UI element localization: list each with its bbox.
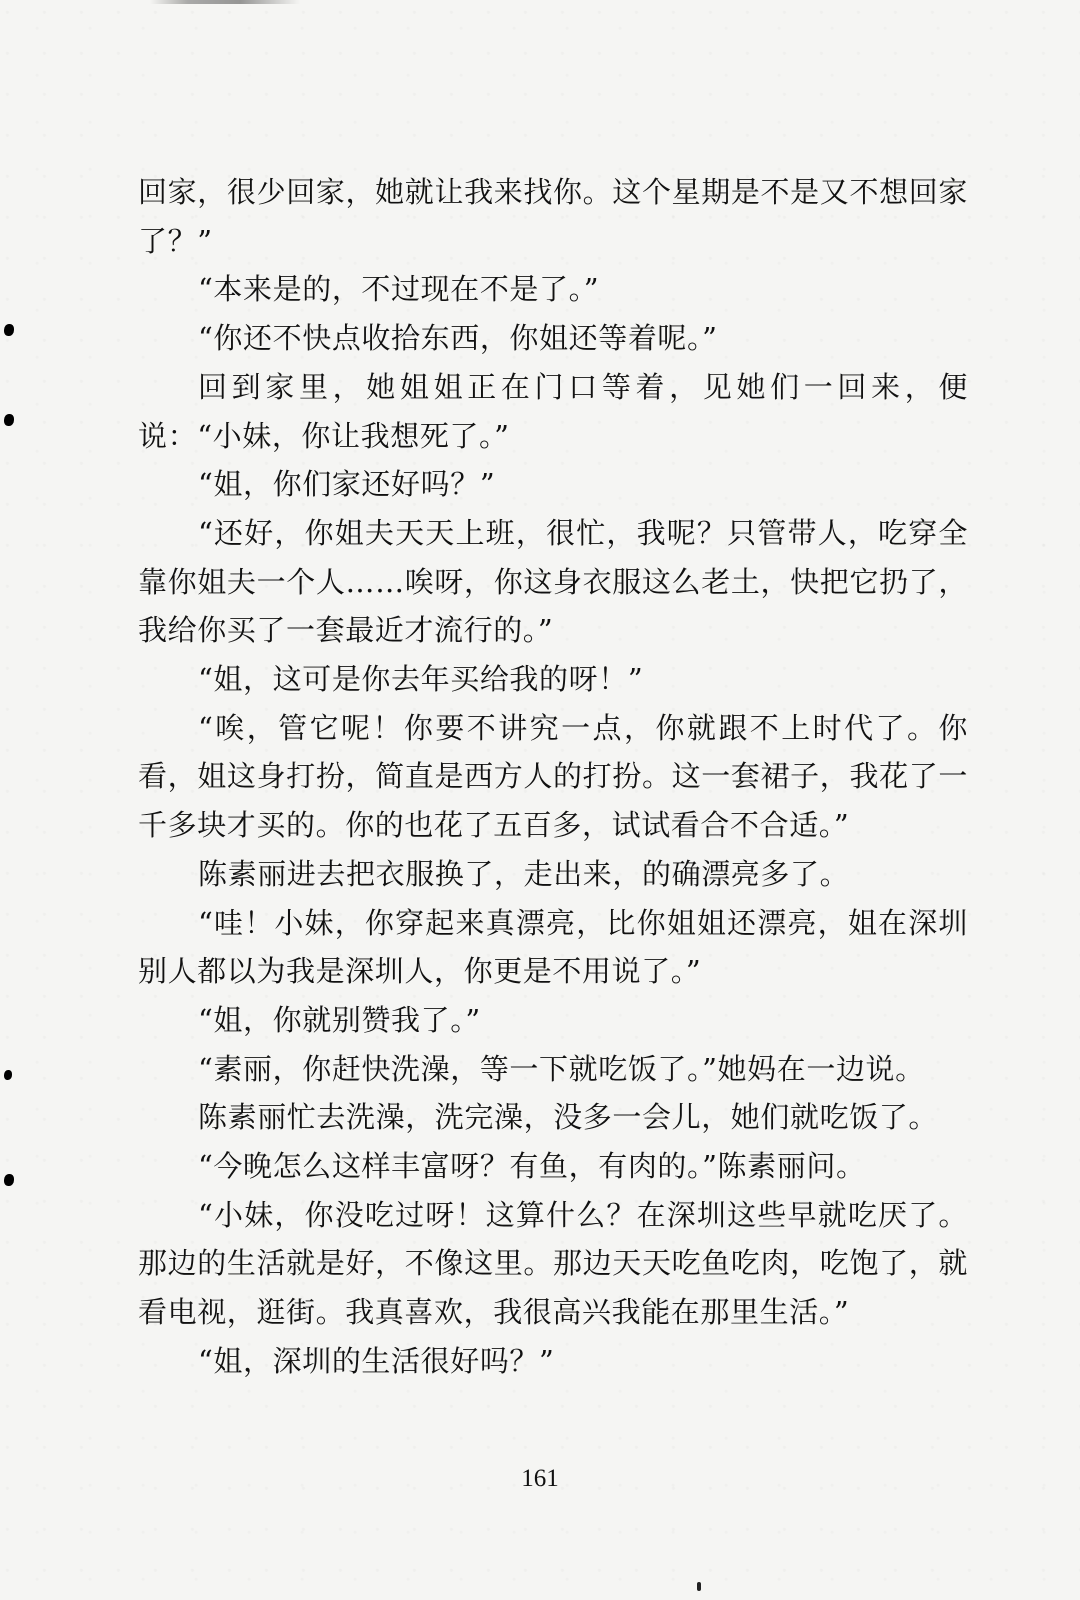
scan-mark	[4, 1070, 12, 1080]
scan-mark	[4, 324, 14, 336]
paragraph: 陈素丽进去把衣服换了，走出来，的确漂亮多了。	[198, 856, 850, 891]
paragraph: “今晚怎么这样丰富呀？有鱼，有肉的。”陈素丽问。	[198, 1149, 866, 1184]
scan-mark	[4, 414, 14, 426]
scan-mark	[4, 1174, 14, 1186]
paragraph: “姐，这可是你去年买给我的呀！”	[198, 662, 644, 697]
paragraph: “姐，深圳的生活很好吗？”	[198, 1343, 555, 1378]
paragraph: “本来是的，不过现在不是了。”	[198, 272, 600, 307]
paragraph: “还好，你姐夫天天上班，很忙，我呢？只管带人，吃穿全靠你姐夫一个人……唉呀，你这身衣服这么老土，快把它扔了，我给你买了一套最近才流行的。”	[138, 515, 968, 648]
scan-artifact-top	[150, 0, 300, 4]
page-number: 161	[521, 1465, 559, 1492]
paragraph: “姐，你们家还好吗？”	[198, 467, 496, 502]
paragraph: “你还不快点收拾东西，你姐还等着呢。”	[198, 321, 718, 356]
paragraph: 回到家里，她姐姐正在门口等着，见她们一回来，便说：“小妹，你让我想死了。”	[138, 369, 968, 453]
paragraph: 回家，很少回家，她就让我来找你。这个星期是不是又不想回家了？”	[138, 175, 968, 258]
paragraph: “唉，管它呢！你要不讲究一点，你就跟不上时代了。你看，姐这身打扮，简直是西方人的打扮。这一套裙子，我花了一千多块才买的。你的也花了五百多，试试看合不合适。”	[138, 710, 968, 843]
paragraph: “姐，你就别赞我了。”	[198, 1002, 481, 1037]
paragraph: “素丽，你赶快洗澡，等一下就吃饭了。”她妈在一边说。	[198, 1051, 925, 1086]
body-text	[138, 168, 968, 1386]
paragraph: “哇！小妹，你穿起来真漂亮，比你姐姐还漂亮，姐在深圳别人都以为我是深圳人，你更是不用说了。”	[138, 905, 968, 989]
paragraph: “小妹，你没吃过呀！这算什么？在深圳这些早就吃厌了。那边的生活就是好，不像这里。那边天天吃鱼吃肉，吃饱了，就看电视，逛街。我真喜欢，我很高兴我能在那里生活。”	[138, 1197, 968, 1330]
paragraph: 陈素丽忙去洗澡，洗完澡，没多一会儿，她们就吃饭了。	[198, 1100, 939, 1135]
scan-mark	[697, 1582, 701, 1591]
